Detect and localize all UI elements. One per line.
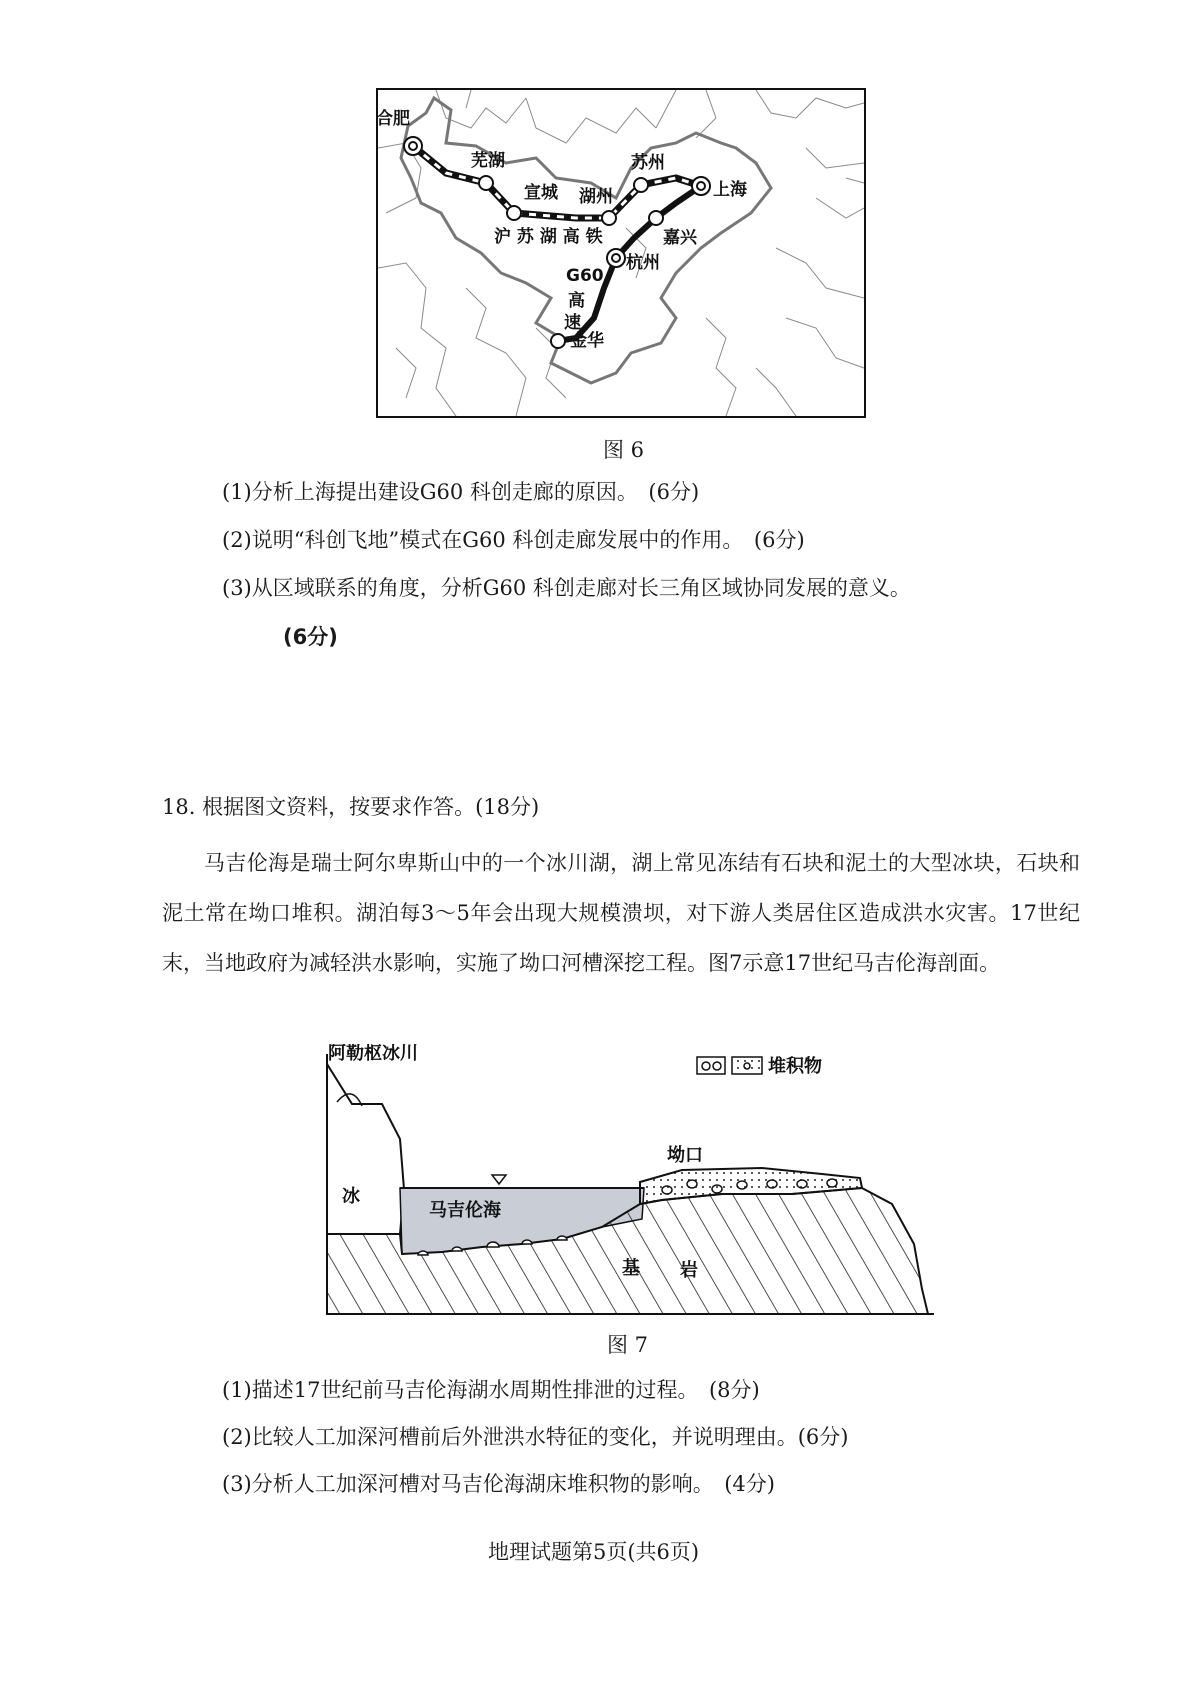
label-suzhou: 苏州 [631, 153, 665, 173]
figure-7-section [322, 1044, 942, 1319]
q18-heading: 18. 根据图文资料，按要求作答。(18分) [162, 795, 540, 819]
shanghai-marker [692, 177, 710, 195]
label-bedrock-1: 基 [622, 1258, 640, 1279]
q18-paragraph: 马吉伦海是瑞士阿尔卑斯山中的一个冰川湖，湖上常见冻结有石块和泥土的大型冰块，石块和泥土常在坳口堆积。湖泊每3～5年会出现大规模溃坝，对下游人类居住区造成洪水灾害。17世纪末，当地政府为减轻洪水影响，实施了坳口河槽深挖工程。图7示意17世纪马吉伦海剖面。 [162, 851, 1080, 975]
label-ice: 冰 [342, 1186, 360, 1207]
label-legend-deposit: 堆积物 [768, 1056, 822, 1077]
xuancheng-marker [507, 206, 521, 220]
q17-item-3: (3)从区域联系的角度，分析G60 科创走廊对长三角区域协同发展的意义。 [222, 576, 911, 600]
figure-7-caption: 图 7 [607, 1333, 649, 1357]
label-hangzhou: 杭州 [626, 253, 660, 273]
label-expressway-1: 高 [568, 291, 585, 311]
q17-item-2: (2)说明“科创飞地”模式在G60 科创走廊发展中的作用。 (6分) [222, 528, 805, 552]
figure-6-caption: 图 6 [603, 438, 645, 462]
q18-item-1: (1)描述17世纪前马吉伦海湖水周期性排泄的过程。 (8分) [222, 1378, 760, 1402]
water-level-marker [492, 1175, 506, 1184]
label-jinhua: 金华 [570, 331, 604, 351]
q17-item-1: (1)分析上海提出建设G60 科创走廊的原因。 (6分) [222, 480, 700, 504]
jinhua-marker [551, 334, 565, 348]
label-hefei: 合肥 [376, 109, 410, 129]
label-g60: G60 [566, 266, 604, 286]
label-jiaxing: 嘉兴 [663, 228, 697, 248]
legend-deposit-symbol [697, 1057, 762, 1074]
label-xuancheng: 宣城 [524, 183, 558, 203]
label-lake: 马吉伦海 [429, 1200, 501, 1221]
q17-item-3-score: (6分) [283, 625, 338, 649]
huzhou-marker [602, 211, 616, 225]
hefei-marker [404, 137, 422, 155]
page-footer: 地理试题第5页(共6页) [488, 1540, 700, 1564]
hangzhou-marker [607, 249, 625, 267]
label-huzhou: 湖州 [579, 187, 613, 207]
q18-item-2: (2)比较人工加深河槽前后外泄洪水特征的变化，并说明理由。(6分) [222, 1425, 849, 1449]
label-col: 坳口 [667, 1145, 703, 1166]
figure-6-map [376, 88, 866, 418]
label-wuhu: 芜湖 [471, 151, 505, 171]
q18-item-3: (3)分析人工加深河槽对马吉伦海湖床堆积物的影响。 (4分) [222, 1472, 775, 1496]
wuhu-marker [479, 176, 493, 190]
label-shanghai: 上海 [713, 180, 747, 200]
label-bedrock-2: 岩 [680, 1260, 698, 1281]
label-expressway-2: 速 [564, 313, 581, 333]
label-glacier: 阿勒枢冰川 [328, 1044, 418, 1064]
jiaxing-marker [649, 211, 663, 225]
suzhou-marker [634, 178, 648, 192]
section-svg [322, 1044, 942, 1319]
glacier-shape [327, 1064, 404, 1234]
label-railway: 沪 苏 湖 高 铁 [494, 227, 603, 247]
map-svg [376, 88, 866, 418]
